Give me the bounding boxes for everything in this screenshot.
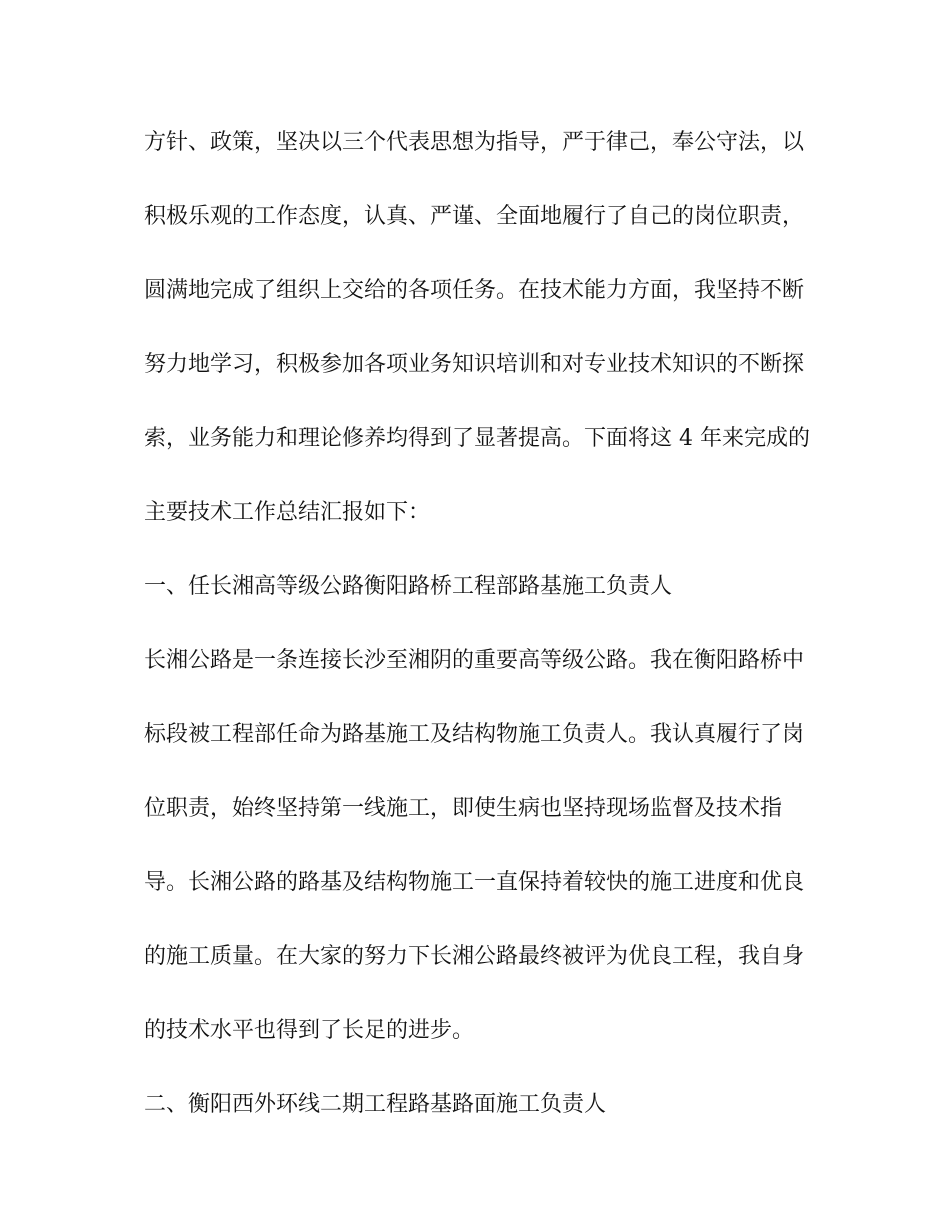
section-heading-1: 一、任长湘高等级公路衡阳路桥工程部路基施工负责人 xyxy=(144,574,673,599)
paragraph-line-10: 位职责，始终坚持第一线施工，即使生病也坚持现场监督及技术指 xyxy=(144,796,783,821)
paragraph-line-3: 圆满地完成了组织上交给的各项任务。在技术能力方面，我坚持不断 xyxy=(144,278,805,303)
paragraph-line-1: 方针、政策，坚决以三个代表思想为指导，严于律己，奉公守法，以 xyxy=(144,130,805,155)
paragraph-line-4: 努力地学习，积极参加各项业务知识培训和对专业技术知识的不断探 xyxy=(144,352,805,377)
paragraph-line-12: 的施工质量。在大家的努力下长湘公路最终被评为优良工程，我自身 xyxy=(144,944,805,969)
paragraph-line-5: 索，业务能力和理论修养均得到了显著提高。下面将这 4 年来完成的 xyxy=(144,426,810,451)
paragraph-line-2: 积极乐观的工作态度，认真、严谨、全面地履行了自己的岗位职责， xyxy=(144,204,805,229)
paragraph-line-9: 标段被工程部任命为路基施工及结构物施工负责人。我认真履行了岗 xyxy=(144,722,805,747)
paragraph-line-11: 导。长湘公路的路基及结构物施工一直保持着较快的施工进度和优良 xyxy=(144,870,805,895)
paragraph-line-13: 的技术水平也得到了长足的进步。 xyxy=(144,1018,475,1043)
section-heading-2: 二、衡阳西外环线二期工程路基路面施工负责人 xyxy=(144,1092,607,1117)
paragraph-line-6: 主要技术工作总结汇报如下： xyxy=(144,500,431,525)
paragraph-line-8: 长湘公路是一条连接长沙至湘阴的重要高等级公路。我在衡阳路桥中 xyxy=(144,648,805,673)
